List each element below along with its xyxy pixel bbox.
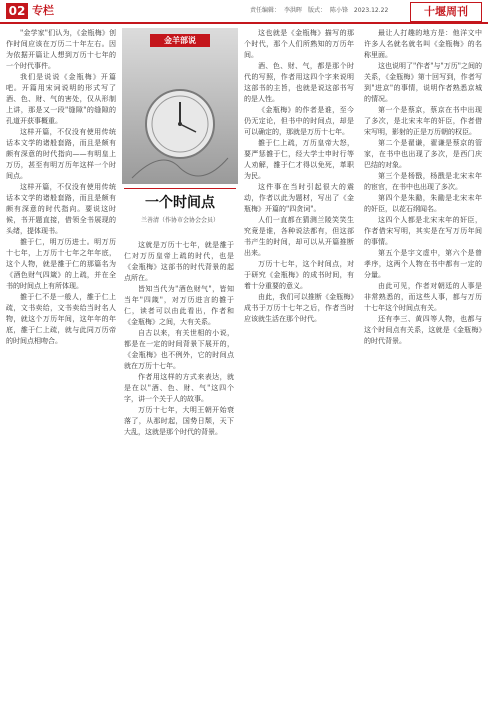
paragraph: 人们一直都在猜测兰陵笑笑生究竟是谁，各种说法都有，但这部书产生的时间，却可以从开篇推断出来。: [244, 216, 354, 257]
layout-label: 版式：: [307, 7, 326, 14]
paragraph: 由此可见，作者对朝廷的人事是非常熟悉的，而这些人事，都与万历十七年这个时间点有关。: [364, 282, 482, 312]
paragraph: 万历十七年，大明王朝开始衰落了，从那时起，国势日颓，天下大乱，这就是那个时代的背景。: [124, 406, 234, 436]
paragraph: 还有李三、黄四等人物，也都与这个时间点有关系，这就是《金瓶梅》的时代背景。: [364, 315, 482, 345]
paragraph: 这也说明了"作者"与"万历"之间的关系，《金瓶梅》第十回写到，作者写到"进京"的事情，说明作者熟悉京城的情况。: [364, 62, 482, 103]
page-number: 02: [6, 3, 28, 19]
byline: 兰善清（作协市会协会会员）: [140, 217, 219, 224]
column-4: [364, 28, 482, 698]
paragraph: 酒、色、财、气，都是那个时代的写照，作者用这四个字来说明这部书的主旨，也就是说这部书写的是人性。: [244, 62, 354, 103]
masthead-logo: 十堰周刊: [410, 2, 482, 22]
paragraph: 雒于仁不是一般人，雒于仁上疏，文书卖给，文书卖给当时名人物，就这个万历年间，这年年的年底，雒于仁上疏，就与此同万历帝的时间点相吻合。: [6, 293, 116, 345]
paragraph: 第四个是朱勔，朱勔是北宋末年的奸臣，以花石纲闻名。: [364, 194, 482, 213]
paragraph: 这四个人都是北宋末年的奸臣，作者借宋写明，其实是在写万历年间的事情。: [364, 216, 482, 246]
clock-illustration: [122, 28, 238, 184]
issue-date: 2023.12.22: [353, 7, 389, 14]
article-title: 一个时间点: [145, 195, 215, 211]
column-tag: 金羊部说: [150, 34, 210, 47]
paragraph: 这样开篇，不仅没有使用传统话本文学的诸般套路，而且是颇有颇有深意的时代指向。要说这时候，书开题直接，借领全书展现的头绪，提体现书。: [6, 183, 116, 235]
paragraph: 第五个是宇文虚中，第六个是曾孝序，这两个人物在书中都有一定的分量。: [364, 249, 482, 279]
paragraph: 万历十七年，这个时间点，对于研究《金瓶梅》的成书时间，有着十分重要的意义。: [244, 260, 354, 290]
paragraph: 《金瓶梅》的作者是谁，至今仍无定论，但书中的时间点，却是可以确定的，那就是万历十七年。: [244, 106, 354, 136]
section-label: 专栏: [32, 4, 54, 17]
paragraph: 这就是万历十七年，就是雒于仁对万历皇帝上疏的时代，也是《金瓶梅》这部书的时代背景的起点所在。: [124, 241, 234, 282]
header-divider: [0, 22, 488, 24]
editor-label: 责任编辑：: [250, 7, 281, 14]
paragraph: 自古以来，有关世相的小说，都是在一定的时间背景下展开的，《金瓶梅》也不例外，它的时间点就在万历十七年。: [124, 329, 234, 370]
paragraph: 最让人打趣的地方是：他洋文中许多人名就名就名叫《金瓶梅》的名称里面。: [364, 29, 482, 59]
paragraph: 这样开篇，不仅没有使用传统话本文学的诸般套路，而且是颇有颇有深意的时代指向——有明皇上万历，甚至有明万历年这样一个时间点。: [6, 128, 116, 180]
paragraph: 第一个是蔡京，蔡京在书中出现了多次，是北宋末年的奸臣，作者借宋写明，影射的正是万历朝的权臣。: [364, 106, 482, 136]
column-3: [244, 28, 354, 698]
paragraph: 我们是说说《金瓶梅》开篇吧。开篇用宋词说明的形式写了酒、色、财、气的害处，仅从形制上讲，那是又一段"缝隙"的缝隙的孔道开获事概重。: [6, 73, 116, 125]
editor-name: 李洪晖: [284, 7, 303, 14]
paragraph: "金学家"们认为，《金瓶梅》创作时间应该在万历二十年左右。因为依据开篇让人想到万历十七年的一个时代事件。: [6, 29, 116, 70]
paragraph: 皆知当代为"酒色财气"，皆知当年"四箴"，对万历进言的雒于仁，读者可以由此看出，作者和《金瓶梅》之间，大有关系。: [124, 285, 234, 326]
paragraph: 第三个是杨戬，杨戬是北宋末年的宦官，在书中也出现了多次。: [364, 172, 482, 191]
paragraph: 由此，我们可以推断《金瓶梅》成书于万历十七年之后，作者当时应该就生活在那个时代。: [244, 293, 354, 323]
paragraph: 雒于仁，明万历进士。明万历十七年，上万历十七年之年年底，这个人物，就是雒于仁的那篇名为《酒色财气四箴》的上疏，并在全书的时间点上有所体现。: [6, 238, 116, 290]
paragraph: 这件事在当时引起很大的震动，作者以此为题材，写出了《金瓶梅》开篇的"四贪词"。: [244, 183, 354, 213]
paragraph: 第二个是翟谦，翟谦是蔡京的管家，在书中也出现了多次，是西门庆巴结的对象。: [364, 139, 482, 169]
editor-info: [250, 6, 392, 16]
paragraph: 作者用这样的方式来表达，就是在以"酒、色、财、气"这四个字，讲一个关于人的故事。: [124, 373, 234, 403]
layout-name: 陈小锋: [329, 7, 348, 14]
paragraph: 这也就是《金瓶梅》描写的那个时代，那个人们所熟知的万历年间。: [244, 29, 354, 59]
page-header: [0, 0, 488, 22]
paragraph: 雒于仁上疏，万历皇帝大怒，要严惩雒于仁，经大学士申时行等人劝解，雒于仁才得以免死，革职为民。: [244, 139, 354, 180]
column-2: [124, 240, 234, 698]
column-1: [6, 28, 116, 698]
